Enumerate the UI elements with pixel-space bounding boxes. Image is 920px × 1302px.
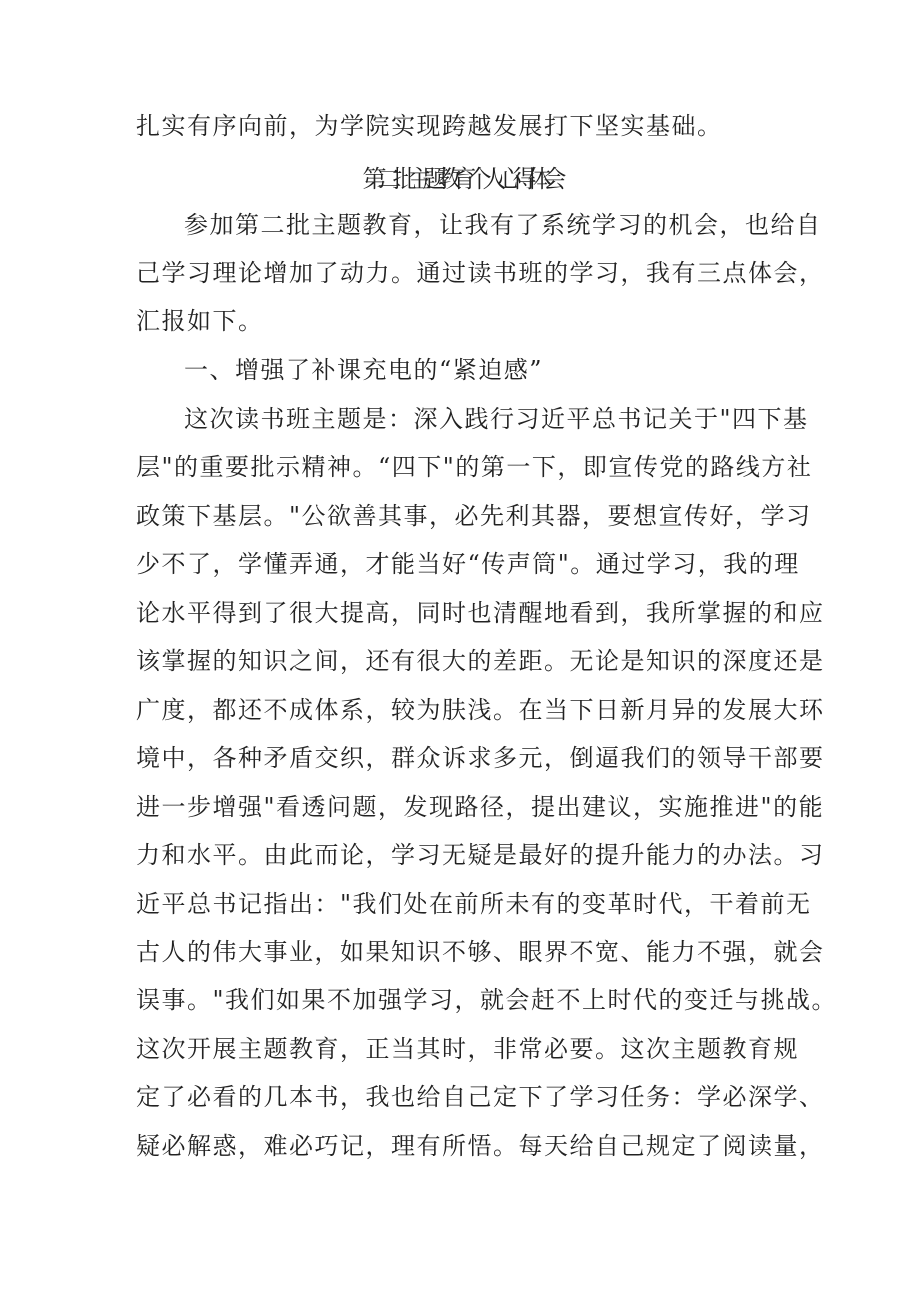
paragraph-line: 政策下基层。"公欲善其事，必先利其器，要想宣传好，学习 bbox=[136, 502, 812, 530]
paragraph-line: 古人的伟大事业，如果知识不够、眼界不宽、能力不强，就会 bbox=[136, 938, 825, 966]
paragraph-line: 误事。"我们如果不加强学习，就会赶不上时代的变迁与挑战。 bbox=[136, 986, 838, 1014]
paragraph-line: 层"的重要批示精神。“四下"的第一下，即宣传党的路线方社 bbox=[136, 453, 813, 481]
paragraph-line: 少不了，学懂弄通，才能当好“传声筒"。通过学习，我的理 bbox=[136, 550, 800, 578]
paragraph-line: 力和水平。由此而论，学习无疑是最好的提升能力的办法。习 bbox=[136, 841, 825, 869]
paragraph-line: 这次读书班主题是：深入践行习近平总书记关于"四下基 bbox=[184, 405, 809, 433]
section-heading: 一、增强了补课充电的“紧迫感” bbox=[184, 356, 544, 384]
paragraph-line: 该掌握的知识之间，还有很大的差距。无论是知识的深度还是 bbox=[136, 647, 825, 675]
paragraph-line: 进一步增强"看透问题，发现路径，提出建议，实施推进"的能 bbox=[136, 793, 825, 821]
text-line: 扎实有序向前，为学院实现跨越发展打下坚实基础。 bbox=[136, 112, 723, 140]
paragraph-line: 论水平得到了很大提高，同时也清醒地看到，我所掌握的和应 bbox=[136, 599, 825, 627]
paragraph-line: 境中，各种矛盾交织，群众诉求多元，倒逼我们的领导干部要 bbox=[136, 744, 825, 772]
paragraph-line: 这次开展主题教育，正当其时，非常必要。这次主题教育规 bbox=[136, 1035, 799, 1063]
paragraph-line: 参加第二批主题教育，让我有了系统学习的机会，也给自 bbox=[184, 211, 822, 239]
paragraph-line: 广度，都还不成体系，较为肤浅。在当下日新月异的发展大环 bbox=[136, 696, 825, 724]
paragraph-line: 己学习理论增加了动力。通过读书班的学习，我有三点体会， bbox=[136, 259, 825, 287]
document-title: 第二批主题教育个人心得体会 bbox=[362, 165, 558, 193]
paragraph-line: 定了必看的几本书，我也给自己定下了学习任务：学必深学、 bbox=[136, 1083, 825, 1111]
paragraph-line: 近平总书记指出："我们处在前所未有的变革时代，干着前无 bbox=[136, 890, 812, 918]
paragraph-line: 疑必解惑，难必巧记，理有所悟。每天给自己规定了阅读量， bbox=[136, 1132, 825, 1160]
paragraph-line: 汇报如下。 bbox=[136, 307, 264, 335]
